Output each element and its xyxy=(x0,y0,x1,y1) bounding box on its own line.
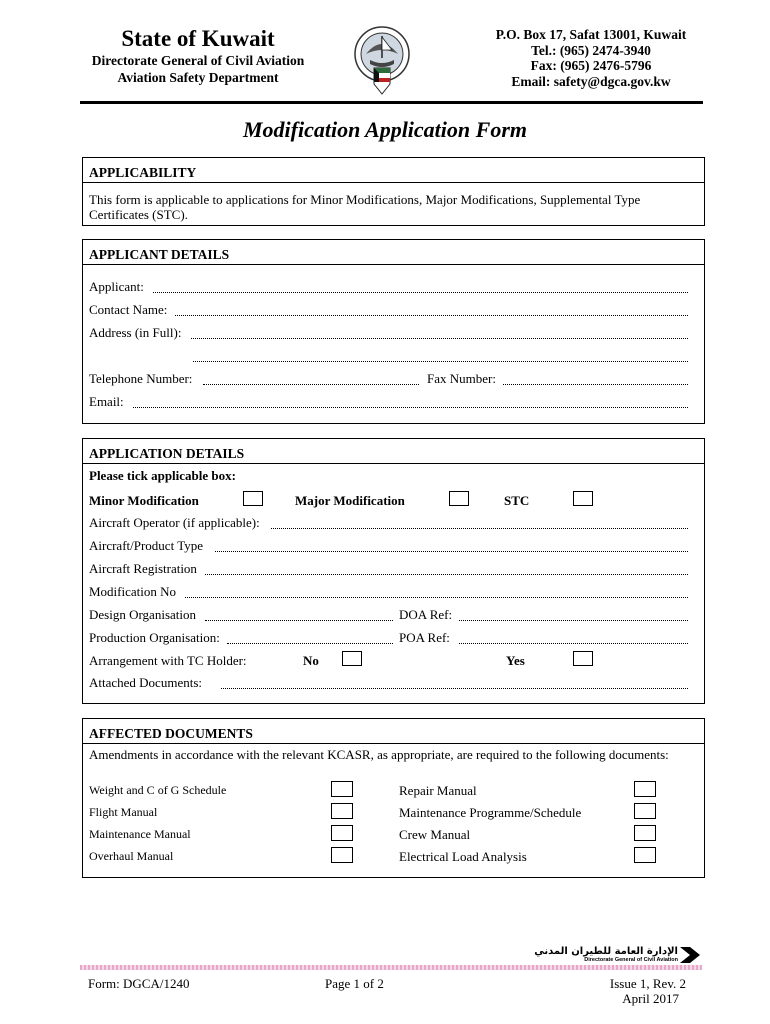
footer-divider xyxy=(80,965,702,970)
applicant-field[interactable] xyxy=(153,292,688,293)
doc-flight-manual-checkbox[interactable] xyxy=(331,803,353,819)
affected-documents-section xyxy=(82,718,705,878)
aircraft-operator-label: Aircraft Operator (if applicable): xyxy=(89,515,260,530)
doc-crew-manual-label: Crew Manual xyxy=(399,827,471,842)
minor-modification-label: Minor Modification xyxy=(89,493,199,508)
minor-modification-checkbox[interactable] xyxy=(243,491,263,506)
doc-electrical-load-checkbox[interactable] xyxy=(634,847,656,863)
fax-label: Fax Number: xyxy=(427,371,496,386)
affected-documents-heading: AFFECTED DOCUMENTS xyxy=(83,719,704,744)
contact-name-field[interactable] xyxy=(175,315,688,316)
doc-weight-cg-checkbox[interactable] xyxy=(331,781,353,797)
tc-no-checkbox[interactable] xyxy=(342,651,362,666)
email-label: Email: xyxy=(89,394,124,409)
stc-label: STC xyxy=(504,493,530,508)
address-field-line-2[interactable] xyxy=(193,361,688,362)
aircraft-product-field[interactable] xyxy=(215,551,688,552)
header-rule xyxy=(80,101,703,104)
modification-no-field[interactable] xyxy=(185,597,688,598)
header-contact xyxy=(475,27,707,89)
design-organisation-field[interactable] xyxy=(205,620,393,621)
doc-repair-manual-checkbox[interactable] xyxy=(634,781,656,797)
org-line-2: Aviation Safety Department xyxy=(117,70,279,85)
attached-documents-field[interactable] xyxy=(221,688,688,689)
doc-overhaul-manual-checkbox[interactable] xyxy=(331,847,353,863)
production-organisation-label: Production Organisation: xyxy=(89,630,220,645)
applicant-section xyxy=(82,239,705,424)
tc-holder-arrangement-label: Arrangement with TC Holder: xyxy=(89,653,247,668)
org-line-1: Directorate General of Civil Aviation xyxy=(91,53,305,68)
email-field[interactable] xyxy=(133,407,688,408)
doc-overhaul-manual-label: Overhaul Manual xyxy=(89,849,174,863)
doc-maintenance-manual-label: Maintenance Manual xyxy=(89,827,191,841)
page-number: Page 1 of 2 xyxy=(325,976,384,991)
telephone-label: Telephone Number: xyxy=(89,371,193,386)
doc-maintenance-manual-checkbox[interactable] xyxy=(331,825,353,841)
header-left xyxy=(80,26,316,86)
tick-instruction: Please tick applicable box: xyxy=(89,468,236,483)
major-modification-label: Major Modification xyxy=(295,493,405,508)
design-organisation-label: Design Organisation xyxy=(89,607,196,622)
applicability-section xyxy=(82,157,705,226)
aircraft-operator-field[interactable] xyxy=(271,528,688,529)
state-title: State of Kuwait xyxy=(121,26,275,51)
email: Email: safety@dgca.gov.kw xyxy=(511,73,671,89)
application-section xyxy=(82,438,705,704)
tc-no-label: No xyxy=(303,653,319,668)
contact-name-label: Contact Name: xyxy=(89,302,168,317)
modification-no-label: Modification No xyxy=(89,584,177,599)
aircraft-registration-field[interactable] xyxy=(205,574,688,575)
form-number: Form: DGCA/1240 xyxy=(88,976,190,991)
kuwait-emblem-icon xyxy=(352,24,412,98)
fax-field[interactable] xyxy=(503,384,688,385)
postal-address: P.O. Box 17, Safat 13001, Kuwait xyxy=(495,27,687,42)
fax: Fax: (965) 2476-5796 xyxy=(530,58,652,73)
address-field-line-1[interactable] xyxy=(191,338,688,339)
doc-maintenance-programme-label: Maintenance Programme/Schedule xyxy=(399,805,582,820)
aircraft-registration-label: Aircraft Registration xyxy=(89,561,197,576)
major-modification-checkbox[interactable] xyxy=(449,491,469,506)
tc-yes-checkbox[interactable] xyxy=(573,651,593,666)
doc-crew-manual-checkbox[interactable] xyxy=(634,825,656,841)
form-title: Modification Application Form xyxy=(243,117,527,142)
applicability-text: This form is applicable to applications for Minor Modifications, Major Modifications, Supplemental Type Certificates (STC). xyxy=(89,192,641,222)
dgca-footer-logo xyxy=(534,946,702,964)
aircraft-product-label: Aircraft/Product Type xyxy=(89,538,204,553)
production-organisation-field[interactable] xyxy=(227,643,393,644)
attached-documents-label: Attached Documents: xyxy=(89,675,202,690)
poa-ref-field[interactable] xyxy=(459,643,688,644)
applicability-heading: APPLICABILITY xyxy=(83,158,704,183)
tc-yes-label: Yes xyxy=(506,653,525,668)
issue-date: April 2017 xyxy=(622,991,679,1006)
logo-english-text: Directorate General of Civil Aviation xyxy=(584,957,678,963)
applicant-heading: APPLICANT DETAILS xyxy=(83,240,704,265)
doa-ref-label: DOA Ref: xyxy=(399,607,453,622)
applicant-label: Applicant: xyxy=(89,279,144,294)
doc-maintenance-programme-checkbox[interactable] xyxy=(634,803,656,819)
logo-arabic-text: الإدارة العامة للطيران المدني xyxy=(534,946,678,957)
chevron-arrow-icon xyxy=(680,947,702,963)
application-heading: APPLICATION DETAILS xyxy=(83,439,704,464)
doc-repair-manual-label: Repair Manual xyxy=(399,783,477,798)
stc-checkbox[interactable] xyxy=(573,491,593,506)
doc-electrical-load-label: Electrical Load Analysis xyxy=(399,849,527,864)
doc-weight-cg-label: Weight and C of G Schedule xyxy=(89,783,227,797)
issue-revision: Issue 1, Rev. 2 xyxy=(609,976,686,991)
affected-documents-intro: Amendments in accordance with the relevant KCASR, as appropriate, are required to the following documents: xyxy=(89,747,669,762)
telephone: Tel.: (965) 2474-3940 xyxy=(531,42,651,58)
address-label: Address (in Full): xyxy=(89,325,182,340)
doa-ref-field[interactable] xyxy=(459,620,688,621)
telephone-field[interactable] xyxy=(203,384,419,385)
doc-flight-manual-label: Flight Manual xyxy=(89,805,158,819)
poa-ref-label: POA Ref: xyxy=(399,630,450,645)
